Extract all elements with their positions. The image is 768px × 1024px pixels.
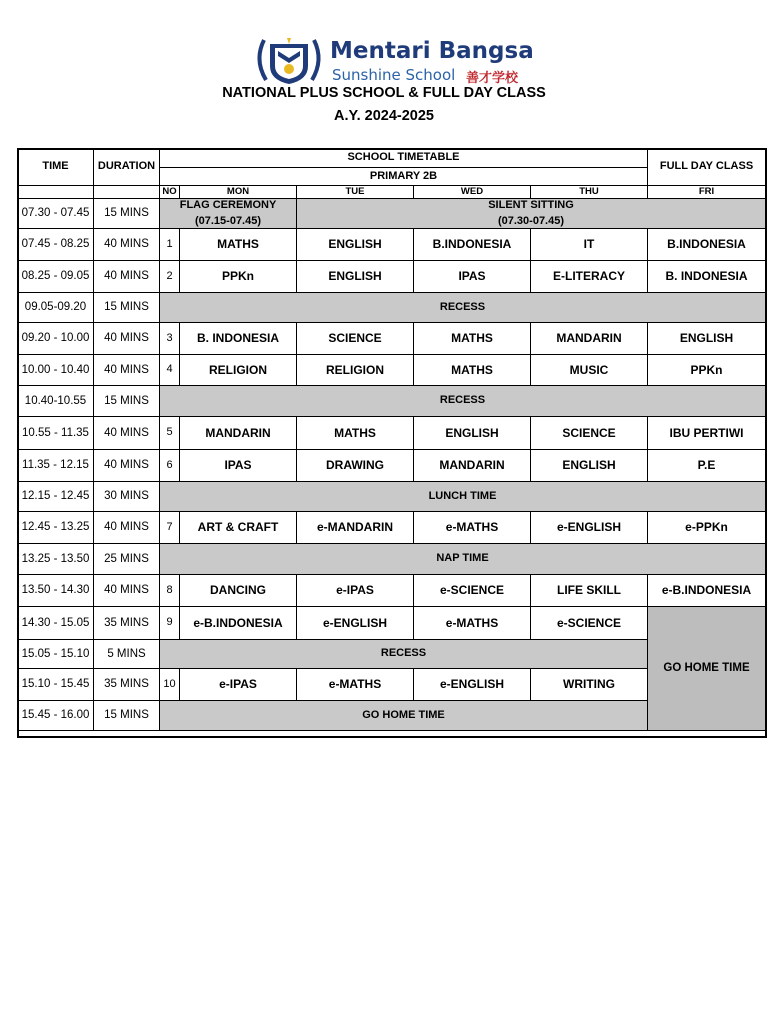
subject-cell: e-MATHS — [297, 669, 414, 701]
duration-cell: 35 MINS — [94, 607, 160, 640]
subject-cell: IBU PERTIWI — [648, 417, 766, 450]
duration-cell: 40 MINS — [94, 229, 160, 261]
silent-sitting-label: SILENT SITTING — [488, 198, 574, 211]
time-cell: 10.40-10.55 — [18, 386, 94, 417]
crest-icon — [250, 36, 328, 86]
subject-cell: B.INDONESIA — [648, 229, 766, 261]
school-logo — [250, 36, 540, 86]
time-cell: 10.00 - 10.40 — [18, 355, 94, 386]
subject-cell: ENGLISH — [648, 323, 766, 355]
time-cell: 15.45 - 16.00 — [18, 701, 94, 731]
subject-cell: e-SCIENCE — [414, 575, 531, 607]
time-cell: 09.05-09.20 — [18, 293, 94, 323]
duration-cell: 40 MINS — [94, 575, 160, 607]
period-number: 4 — [160, 355, 180, 386]
duration-cell: 40 MINS — [94, 417, 160, 450]
brand-name: Mentari Bangsa — [330, 38, 534, 64]
subject-cell: e-ENGLISH — [531, 512, 648, 544]
time-header: TIME — [18, 149, 94, 186]
flag-ceremony-time: (07.15-07.45) — [194, 214, 262, 227]
period-number: 10 — [160, 669, 180, 701]
period-number: 6 — [160, 450, 180, 482]
day-tue: TUE — [297, 186, 414, 199]
subject-cell: ART & CRAFT — [180, 512, 297, 544]
subject-cell: IPAS — [414, 261, 531, 293]
subject-cell: DRAWING — [297, 450, 414, 482]
time-cell: 14.30 - 15.05 — [18, 607, 94, 640]
subject-cell: e-ENGLISH — [297, 607, 414, 640]
subject-cell: PPKn — [180, 261, 297, 293]
subject-cell: MATHS — [414, 355, 531, 386]
page-title: NATIONAL PLUS SCHOOL & FULL DAY CLASS — [222, 85, 546, 101]
subject-cell: IPAS — [180, 450, 297, 482]
recess-band: RECESS — [160, 386, 766, 417]
time-cell: 09.20 - 10.00 — [18, 323, 94, 355]
subject-cell: MANDARIN — [414, 450, 531, 482]
subject-cell: IT — [531, 229, 648, 261]
period-number: 3 — [160, 323, 180, 355]
duration-cell: 25 MINS — [94, 544, 160, 575]
duration-cell: 5 MINS — [94, 640, 160, 669]
day-mon: MON — [180, 186, 297, 199]
period-number: 9 — [160, 607, 180, 640]
subject-cell: RELIGION — [180, 355, 297, 386]
subject-cell: SCIENCE — [531, 417, 648, 450]
day-fri: FRI — [648, 186, 766, 199]
recess-band: RECESS — [160, 293, 766, 323]
subject-cell: e-IPAS — [297, 575, 414, 607]
time-cell: 12.15 - 12.45 — [18, 482, 94, 512]
subject-cell: LIFE SKILL — [531, 575, 648, 607]
duration-cell: 40 MINS — [94, 512, 160, 544]
subject-cell: MANDARIN — [180, 417, 297, 450]
subject-cell: ENGLISH — [531, 450, 648, 482]
subject-cell: PPKn — [648, 355, 766, 386]
time-cell: 10.55 - 11.35 — [18, 417, 94, 450]
lunch-band: LUNCH TIME — [160, 482, 766, 512]
subject-cell: RELIGION — [297, 355, 414, 386]
subject-cell: e-IPAS — [180, 669, 297, 701]
duration-cell: 15 MINS — [94, 386, 160, 417]
subject-cell: e-B.INDONESIA — [180, 607, 297, 640]
subject-cell: B. INDONESIA — [180, 323, 297, 355]
duration-cell: 40 MINS — [94, 261, 160, 293]
subject-cell: MATHS — [180, 229, 297, 261]
subject-cell: SCIENCE — [297, 323, 414, 355]
subject-cell: ENGLISH — [414, 417, 531, 450]
go-home-band: GO HOME TIME — [160, 701, 648, 731]
duration-cell: 15 MINS — [94, 293, 160, 323]
flag-ceremony-label: FLAG CEREMONY — [179, 198, 277, 211]
duration-cell: 40 MINS — [94, 450, 160, 482]
subject-cell: MATHS — [414, 323, 531, 355]
subject-cell: ENGLISH — [297, 261, 414, 293]
time-cell: 15.10 - 15.45 — [18, 669, 94, 701]
recess-band: RECESS — [160, 640, 648, 669]
time-cell: 15.05 - 15.10 — [18, 640, 94, 669]
period-number: 1 — [160, 229, 180, 261]
period-number: 2 — [160, 261, 180, 293]
subject-cell: e-SCIENCE — [531, 607, 648, 640]
duration-cell: 15 MINS — [94, 199, 160, 229]
duration-cell: 30 MINS — [94, 482, 160, 512]
subject-cell: e-MANDARIN — [297, 512, 414, 544]
duration-header: DURATION — [94, 149, 160, 186]
timetable — [17, 148, 766, 731]
subject-cell: e-ENGLISH — [414, 669, 531, 701]
subject-cell: B.INDONESIA — [414, 229, 531, 261]
period-number: 7 — [160, 512, 180, 544]
silent-sitting — [297, 199, 766, 229]
time-cell: 13.25 - 13.50 — [18, 544, 94, 575]
brand-subtitle: Sunshine School — [332, 66, 456, 84]
subject-cell: MATHS — [297, 417, 414, 450]
subject-cell: DANCING — [180, 575, 297, 607]
flag-ceremony — [160, 199, 297, 229]
day-thu: THU — [531, 186, 648, 199]
subject-cell: e-B.INDONESIA — [648, 575, 766, 607]
time-cell: 07.45 - 08.25 — [18, 229, 94, 261]
time-cell: 08.25 - 09.05 — [18, 261, 94, 293]
subject-cell: e-MATHS — [414, 607, 531, 640]
subject-cell: E-LITERACY — [531, 261, 648, 293]
subject-cell: MUSIC — [531, 355, 648, 386]
subject-cell: ENGLISH — [297, 229, 414, 261]
time-cell: 07.30 - 07.45 — [18, 199, 94, 229]
no-header: NO — [160, 186, 180, 199]
day-wed: WED — [414, 186, 531, 199]
time-cell: 11.35 - 12.15 — [18, 450, 94, 482]
duration-cell: 35 MINS — [94, 669, 160, 701]
nap-band: NAP TIME — [160, 544, 766, 575]
school-timetable-header: SCHOOL TIMETABLE — [160, 149, 648, 168]
academic-year: A.Y. 2024-2025 — [334, 108, 434, 124]
silent-sitting-time: (07.30-07.45) — [497, 214, 565, 227]
full-day-go-home: GO HOME TIME — [648, 607, 766, 731]
duration-cell: 40 MINS — [94, 323, 160, 355]
subject-cell: B. INDONESIA — [648, 261, 766, 293]
duration-cell: 40 MINS — [94, 355, 160, 386]
duration-cell: 15 MINS — [94, 701, 160, 731]
subject-cell: MANDARIN — [531, 323, 648, 355]
time-cell: 13.50 - 14.30 — [18, 575, 94, 607]
subject-cell: e-MATHS — [414, 512, 531, 544]
subject-cell: e-PPKn — [648, 512, 766, 544]
period-number: 5 — [160, 417, 180, 450]
time-cell: 12.45 - 13.25 — [18, 512, 94, 544]
subject-cell: WRITING — [531, 669, 648, 701]
period-number: 8 — [160, 575, 180, 607]
subject-cell: P.E — [648, 450, 766, 482]
brand-chinese-name: 善才学校 — [466, 71, 519, 86]
full-day-header: FULL DAY CLASS — [648, 149, 766, 186]
class-name: PRIMARY 2B — [160, 168, 648, 186]
